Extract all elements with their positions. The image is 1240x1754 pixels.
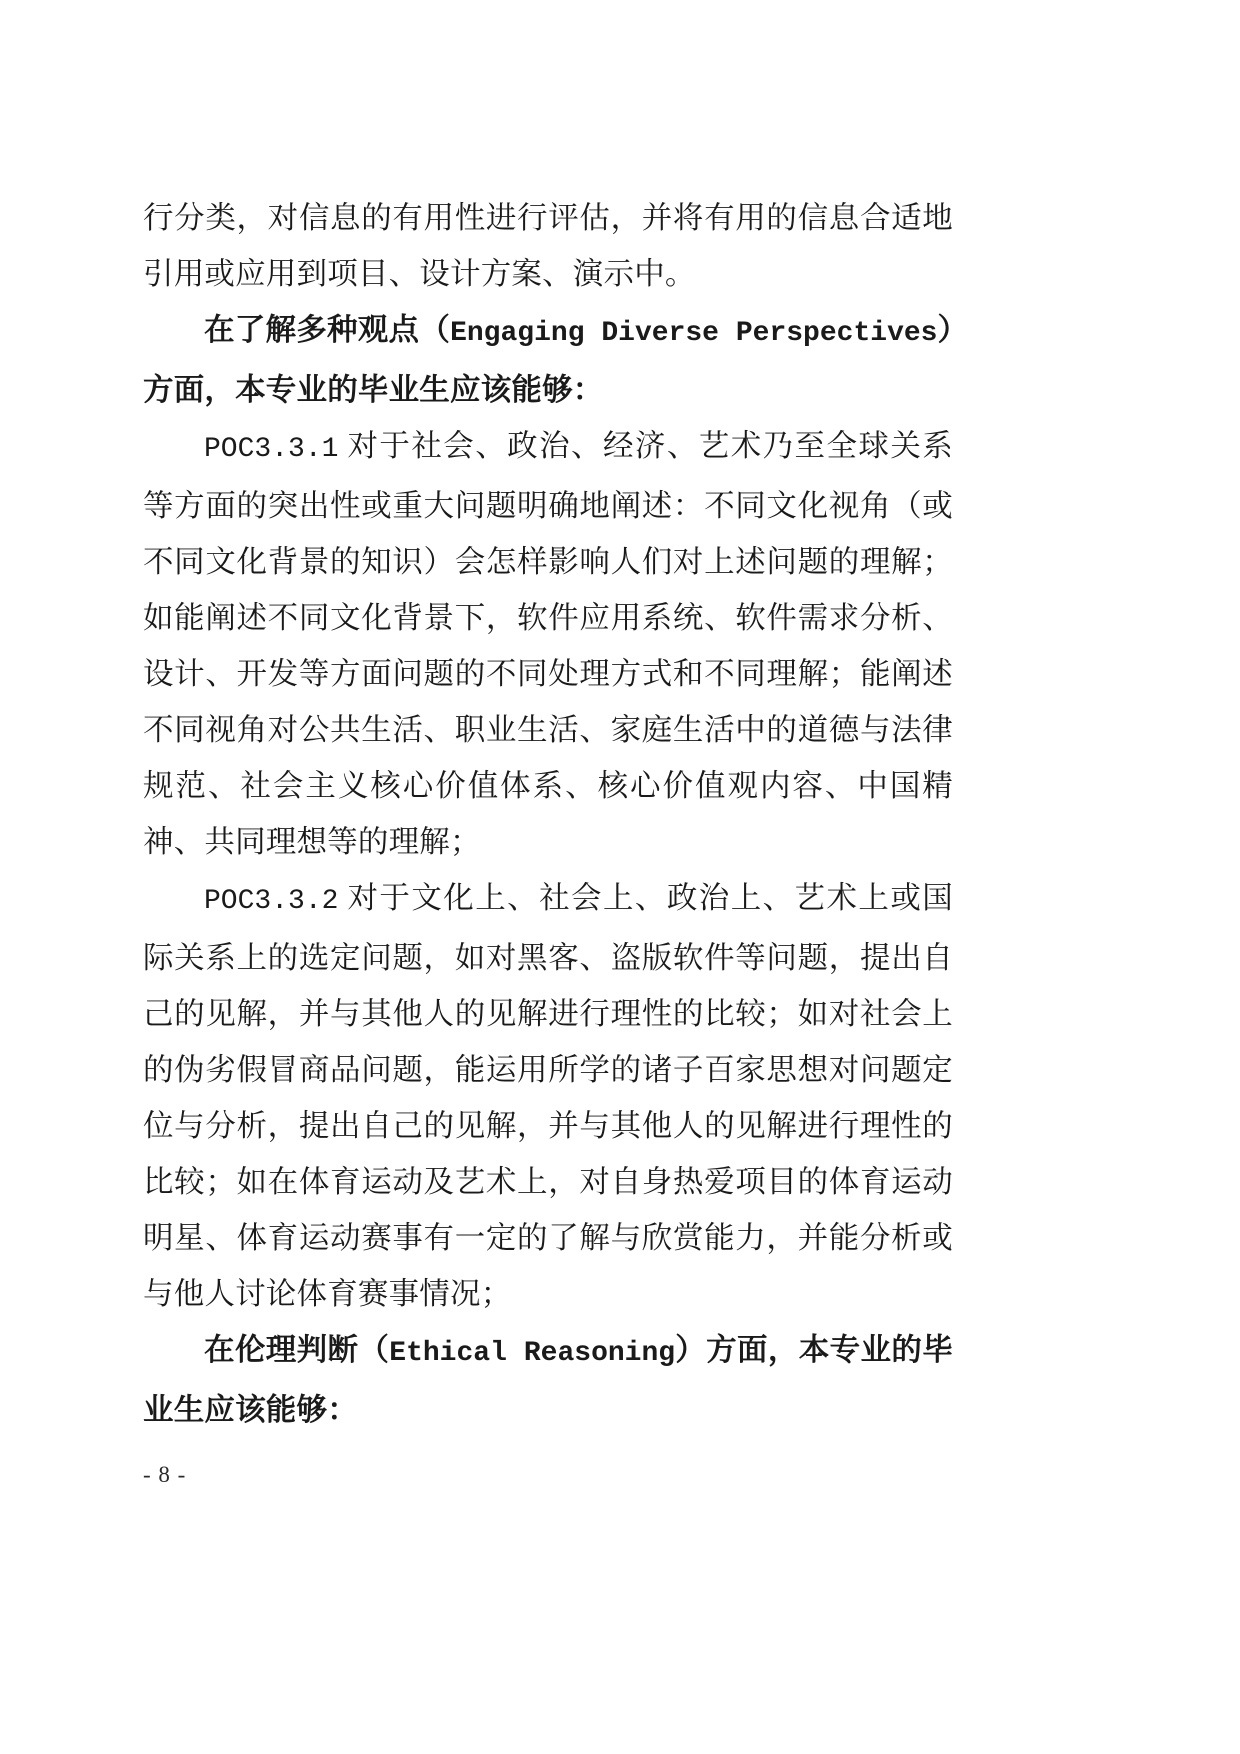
item-poc3-3-1: [143, 418, 953, 870]
heading-diverse-perspectives-before: 在了解多种观点（: [204, 313, 451, 347]
page-number: - 8 -: [143, 1462, 187, 1487]
heading-ethical-reasoning-before: 在伦理判断（: [204, 1333, 390, 1367]
heading-diverse-perspectives-after: ）方面，本专业的毕业生应该能够：: [143, 313, 953, 407]
heading-diverse-perspectives: [143, 302, 953, 418]
item-poc3-3-1-text: 对于社会、政治、经济、艺术乃至全球关系等方面的突出性或重大问题明确地阐述：不同文化视角（或不同文化背景的知识）会怎样影响人们对上述问题的理解；如能阐述不同文化背景下，软件应用系统、软件需求分析、设计、开发等方面问题的不同处理方式和不同理解；能阐述不同视角对公共生活、职业生活、家庭生活中的道德与法律规范、社会主义核心价值体系、核心价值观内容、中国精神、共同理想等的理解；: [143, 429, 953, 859]
paragraph-continued: [143, 190, 953, 302]
item-poc3-3-2-code: POC3.3.2: [204, 886, 339, 917]
page-content: [143, 190, 953, 1438]
paragraph-continued-text: 行分类，对信息的有用性进行评估，并将有用的信息合适地引用或应用到项目、设计方案、演示中。: [143, 201, 953, 291]
heading-diverse-perspectives-english: Engaging Diverse Perspectives: [450, 318, 938, 349]
heading-ethical-reasoning-english: Ethical Reasoning: [389, 1338, 676, 1369]
item-poc3-3-2: [143, 870, 953, 1322]
heading-ethical-reasoning: [143, 1322, 953, 1438]
heading-ethical-reasoning-after: ）方面，本专业的毕业生应该能够：: [143, 1333, 953, 1427]
item-poc3-3-2-text: 对于文化上、社会上、政治上、艺术上或国际关系上的选定问题，如对黑客、盗版软件等问题，提出自己的见解，并与其他人的见解进行理性的比较；如对社会上的伪劣假冒商品问题，能运用所学的诸子百家思想对问题定位与分析，提出自己的见解，并与其他人的见解进行理性的比较；如在体育运动及艺术上，对自身热爱项目的体育运动明星、体育运动赛事有一定的了解与欣赏能力，并能分析或与他人讨论体育赛事情况；: [143, 881, 953, 1311]
item-poc3-3-1-code: POC3.3.1: [204, 434, 339, 465]
